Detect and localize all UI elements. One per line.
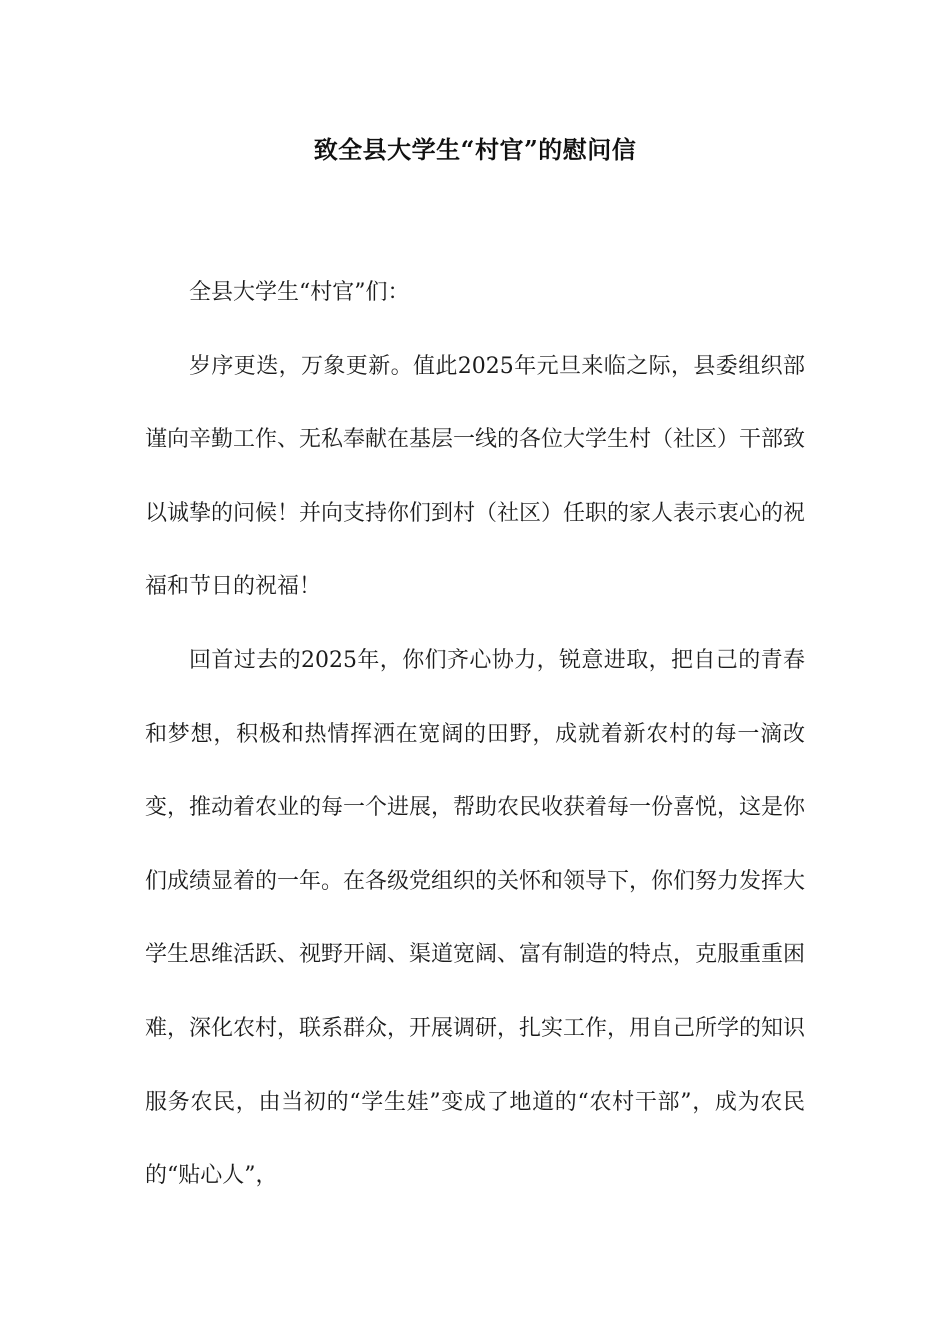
document-body <box>145 256 805 1213</box>
paragraph-year-review: 回首过去的2025年，你们齐心协力，锐意进取，把自己的青春和梦想，积极和热情挥洒在宽阔的田野，成就着新农村的每一滴改变，推动着农业的每一个进展，帮助农民收获着每一份喜悦，这是你们成绩显着的一年。在各级党组织的关怀和领导下，你们努力发挥大学生思维活跃、视野开阔、渠道宽阔、富有制造的特点，克服重重困难，深化农村，联系群众，开展调研，扎实工作，用自己所学的知识服务农民，由当初的“学生娃”变成了地道的“农村干部”，成为农民的“贴心人”， <box>145 647 806 1189</box>
document-title: 致全县大学生“村官”的慰问信 <box>313 135 637 164</box>
salutation: 全县大学生“村官”们： <box>189 280 410 305</box>
paragraph-new-year-greeting: 岁序更迭，万象更新。值此2025年元旦来临之际，县委组织部谨向辛勤工作、无私奉献在基层一线的各位大学生村（社区）干部致以诚挚的问候！并向支持你们到村（社区）任职的家人表示衷心的祝福和节日的祝福！ <box>145 353 806 600</box>
